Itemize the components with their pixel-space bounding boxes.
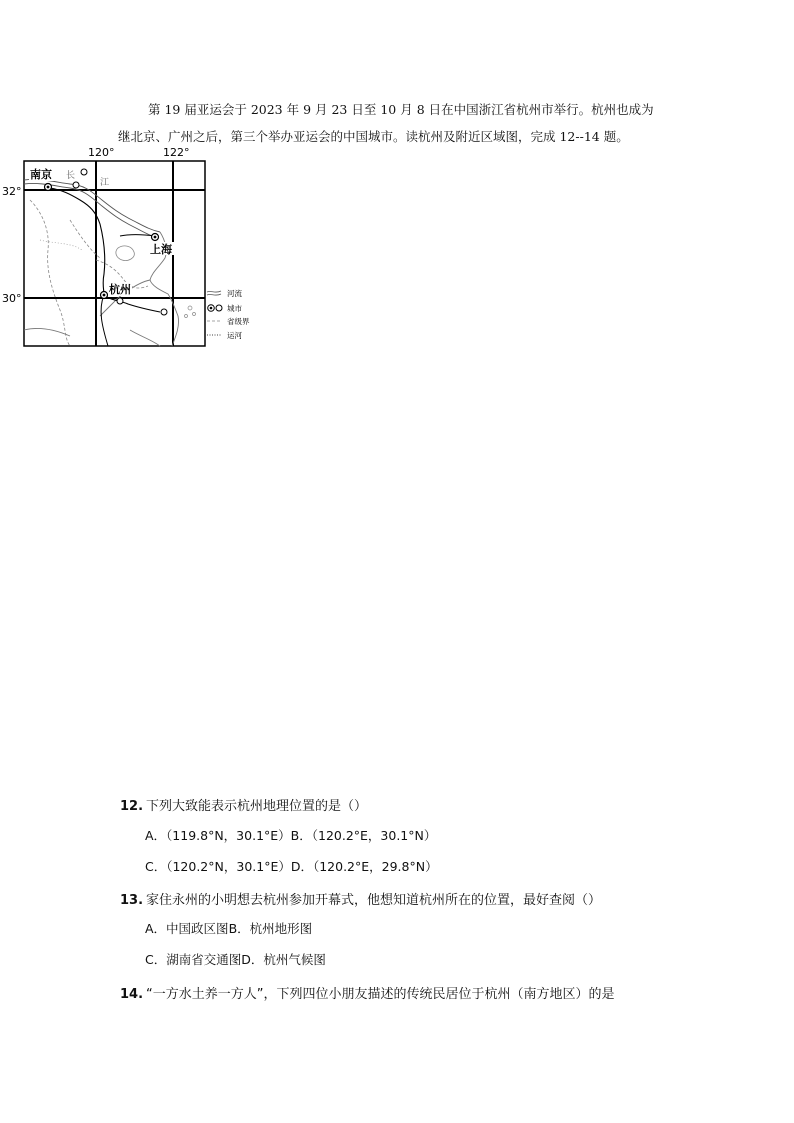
question-12-options-row-2 [145, 857, 438, 875]
option-b[interactable]: B．杭州地形图 [228, 921, 313, 936]
question-number: 14. [120, 987, 144, 1002]
map-legend-panel [205, 285, 255, 347]
hangzhou-region-map [0, 140, 215, 352]
minor-city [81, 169, 87, 175]
city-nanjing [29, 167, 63, 191]
river-label-jiang: 江 [100, 178, 110, 188]
question-13-options-row-2 [145, 950, 326, 968]
island [193, 313, 196, 316]
lon-label-120: 120° [88, 146, 115, 159]
option-c[interactable]: C．湖南省交通图 [145, 952, 242, 967]
question-13 [120, 889, 601, 908]
question-number: 12. [120, 799, 144, 814]
province-boundary-west [30, 200, 70, 346]
taihu-lake [116, 246, 134, 261]
option-a[interactable]: A．（119.8°N，30.1°E） [145, 828, 291, 843]
question-number: 13. [120, 893, 144, 908]
lat-label-32: 32° [2, 185, 22, 198]
legend-river-label: 河流 [227, 289, 242, 298]
intro-line-1: 第 19 届亚运会于 2023 年 9 月 23 日至 10 月 8 日在中国浙江省杭州市举行。杭州也成为 [148, 102, 654, 117]
minor-city [161, 309, 167, 315]
river-south-2 [130, 330, 160, 346]
option-a[interactable]: A．中国政区图 [145, 921, 229, 936]
city-label-nanjing: 南京 [30, 168, 52, 181]
city-hangzhou [101, 282, 133, 299]
minor-city [73, 182, 79, 188]
river-inner [40, 240, 82, 250]
city-shanghai [149, 234, 174, 257]
river-south-1 [24, 328, 70, 336]
question-12-options-row-1 [145, 826, 436, 844]
city-label-hangzhou: 杭州 [109, 283, 131, 296]
minor-city [117, 298, 123, 304]
lon-label-122: 122° [163, 146, 190, 159]
legend-canal-label: 运河 [227, 331, 242, 340]
question-12 [120, 795, 367, 814]
question-14 [120, 983, 614, 1002]
island [185, 315, 188, 318]
rail-line-south [101, 295, 108, 346]
river-label-chang: 长 [66, 171, 76, 181]
lat-label-30: 30° [2, 292, 22, 305]
question-text: “一方水土养一方人”，下列四位小朋友描述的传统民居位于杭州（南方地区）的是 [146, 987, 615, 1002]
legend-city-label: 城市 [227, 304, 242, 313]
legend-boundary-label: 省级界 [227, 317, 250, 326]
option-d[interactable]: D．（120.2°E，29.8°N） [290, 859, 438, 874]
question-text: 下列大致能表示杭州地理位置的是（） [146, 799, 368, 814]
city-label-shanghai: 上海 [150, 243, 172, 256]
intro-line-2: 继北京、广州之后，第三个举办亚运会的中国城市。读杭州及附近区域图，完成 12--14 题。 [118, 129, 629, 144]
option-d[interactable]: D．杭州气候图 [241, 952, 326, 967]
option-b[interactable]: B．（120.2°E，30.1°N） [290, 828, 437, 843]
option-c[interactable]: C．（120.2°N，30.1°E） [145, 859, 291, 874]
island [188, 306, 192, 310]
question-text: 家住永州的小明想去杭州参加开幕式，他想知道杭州所在的位置，最好查阅（） [146, 893, 602, 908]
legend-river-symbol [207, 291, 221, 292]
question-13-options-row-1 [145, 919, 312, 937]
